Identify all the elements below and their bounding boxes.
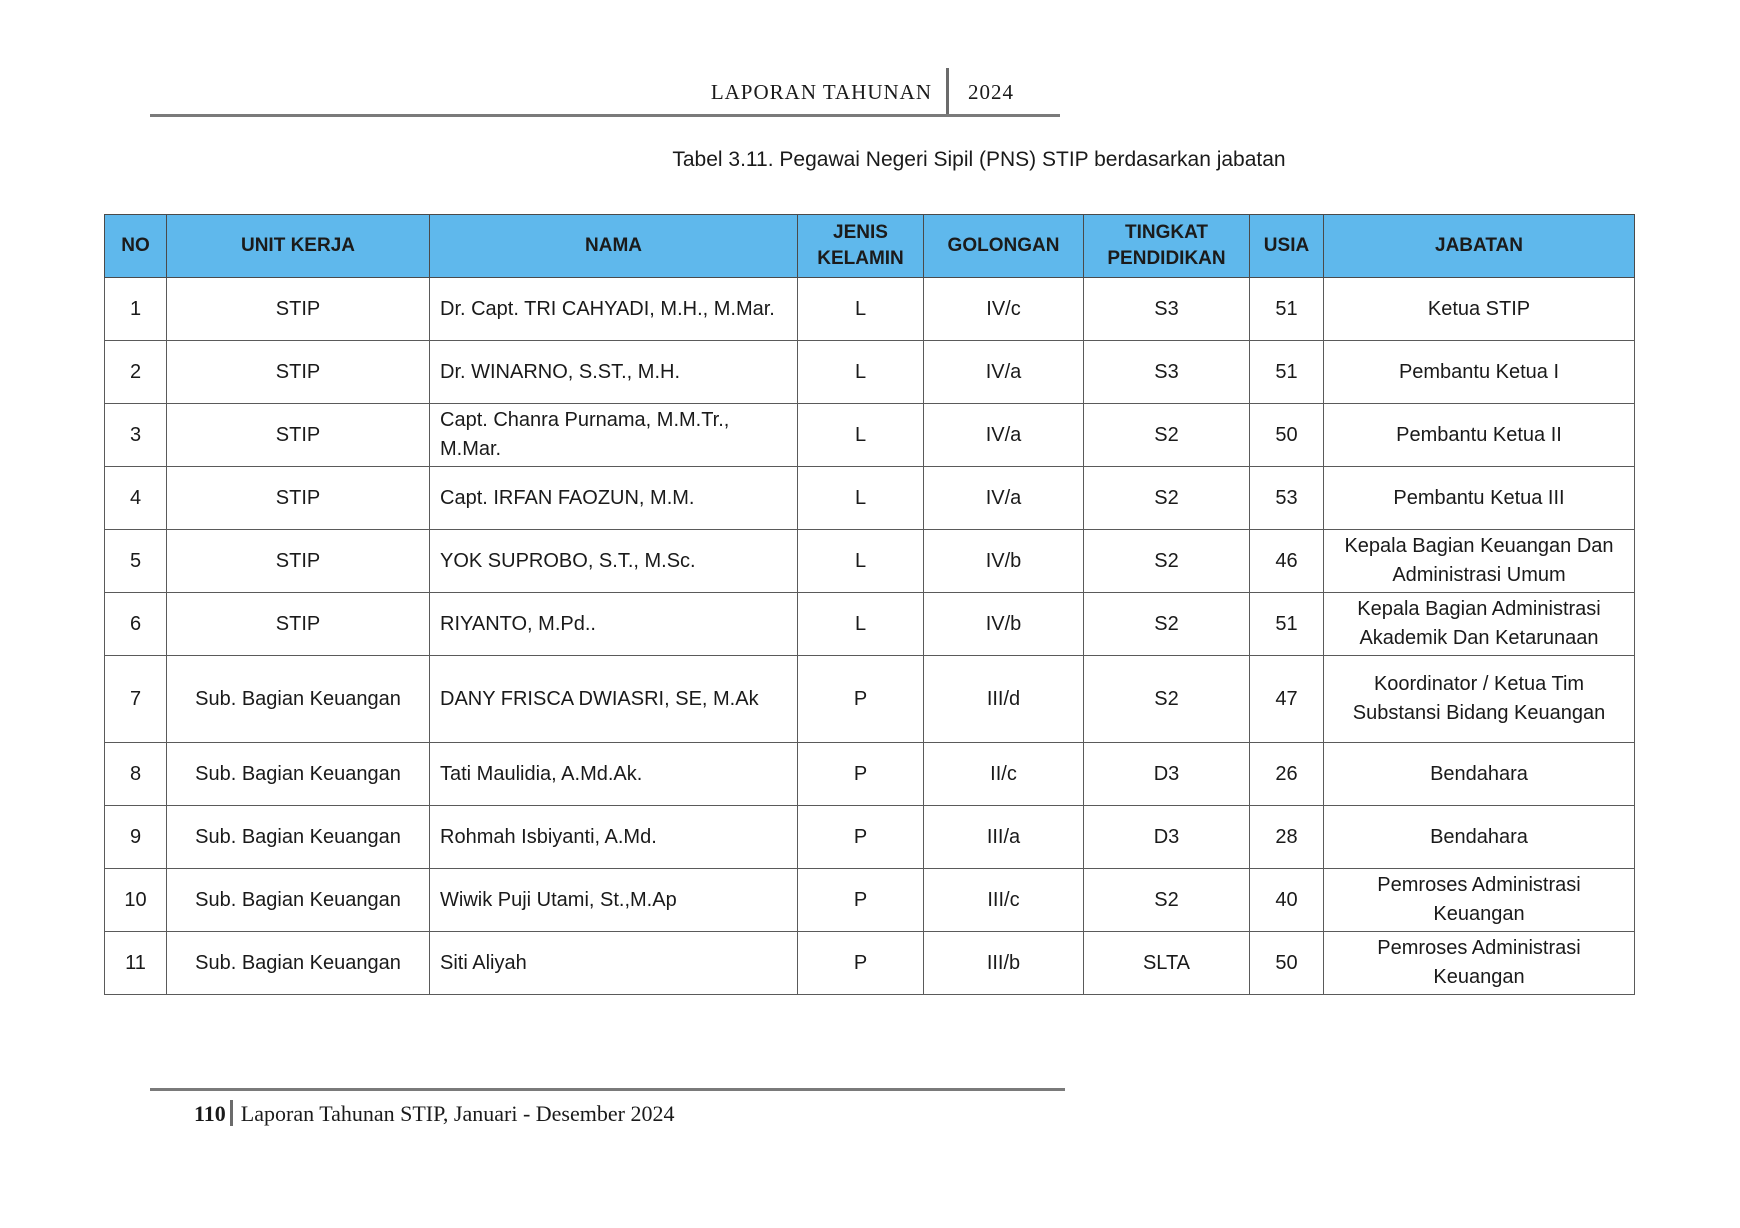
cell-no: 9 [105,806,167,869]
cell-nama: Capt. IRFAN FAOZUN, M.M. [430,467,798,530]
col-header-jenis-kelamin: JENIS KELAMIN [798,215,924,278]
table-row [105,806,1635,869]
table-row [105,593,1635,656]
cell-unit-kerja: Sub. Bagian Keuangan [167,743,430,806]
cell-pendidikan: S3 [1084,278,1250,341]
table-row [105,869,1635,932]
cell-pendidikan: S3 [1084,341,1250,404]
cell-jenis-kelamin: L [798,341,924,404]
cell-jenis-kelamin: P [798,743,924,806]
cell-unit-kerja: STIP [167,278,430,341]
cell-nama: RIYANTO, M.Pd.. [430,593,798,656]
cell-usia: 50 [1250,404,1324,467]
cell-usia: 47 [1250,656,1324,743]
cell-usia: 51 [1250,278,1324,341]
cell-no: 7 [105,656,167,743]
cell-pendidikan: S2 [1084,593,1250,656]
table-row [105,404,1635,467]
cell-nama: YOK SUPROBO, S.T., M.Sc. [430,530,798,593]
table-header-row [105,215,1635,278]
cell-no: 8 [105,743,167,806]
cell-golongan: III/a [924,806,1084,869]
cell-jabatan: Pembantu Ketua I [1324,341,1635,404]
cell-usia: 28 [1250,806,1324,869]
cell-nama: Rohmah Isbiyanti, A.Md. [430,806,798,869]
cell-jenis-kelamin: L [798,467,924,530]
col-header-tingkat-pendidikan: TINGKAT PENDIDIKAN [1084,215,1250,278]
cell-usia: 40 [1250,869,1324,932]
cell-nama: Dr. WINARNO, S.ST., M.H. [430,341,798,404]
cell-no: 4 [105,467,167,530]
cell-jenis-kelamin: L [798,530,924,593]
cell-golongan: IV/b [924,593,1084,656]
cell-unit-kerja: STIP [167,467,430,530]
table-row [105,656,1635,743]
table-row [105,467,1635,530]
cell-unit-kerja: STIP [167,530,430,593]
footer-separator [230,1100,233,1126]
col-header-unit-kerja: UNIT KERJA [167,215,430,278]
cell-nama: DANY FRISCA DWIASRI, SE, M.Ak [430,656,798,743]
cell-nama: Tati Maulidia, A.Md.Ak. [430,743,798,806]
header-year: 2024 [968,80,1014,104]
cell-no: 11 [105,932,167,995]
cell-golongan: III/c [924,869,1084,932]
cell-pendidikan: SLTA [1084,932,1250,995]
header-separator [946,68,949,116]
col-header-usia: USIA [1250,215,1324,278]
cell-pendidikan: S2 [1084,467,1250,530]
table-caption: Tabel 3.11. Pegawai Negeri Sipil (PNS) STIP berdasarkan jabatan [672,148,1286,171]
cell-jenis-kelamin: L [798,593,924,656]
cell-golongan: II/c [924,743,1084,806]
page-footer [150,1088,1065,1128]
col-header-jabatan: JABATAN [1324,215,1635,278]
cell-pendidikan: S2 [1084,530,1250,593]
cell-nama: Dr. Capt. TRI CAHYADI, M.H., M.Mar. [430,278,798,341]
cell-jenis-kelamin: L [798,404,924,467]
header-title: LAPORAN TAHUNAN [710,80,932,104]
cell-jabatan: Pembantu Ketua III [1324,467,1635,530]
cell-jenis-kelamin: P [798,806,924,869]
cell-golongan: IV/c [924,278,1084,341]
cell-jabatan: Pemroses Administrasi Keuangan [1324,869,1635,932]
cell-usia: 53 [1250,467,1324,530]
cell-jabatan: Pemroses Administrasi Keuangan [1324,932,1635,995]
cell-unit-kerja: Sub. Bagian Keuangan [167,806,430,869]
cell-unit-kerja: STIP [167,404,430,467]
cell-golongan: IV/b [924,530,1084,593]
table-row [105,743,1635,806]
cell-jabatan: Bendahara [1324,743,1635,806]
cell-pendidikan: D3 [1084,743,1250,806]
cell-no: 5 [105,530,167,593]
cell-golongan: IV/a [924,467,1084,530]
cell-usia: 46 [1250,530,1324,593]
cell-unit-kerja: Sub. Bagian Keuangan [167,656,430,743]
cell-no: 2 [105,341,167,404]
page-header [150,68,1060,118]
cell-no: 3 [105,404,167,467]
col-header-no: NO [105,215,167,278]
cell-no: 1 [105,278,167,341]
footer-page-number: 110 [194,1101,226,1126]
cell-no: 10 [105,869,167,932]
cell-pendidikan: D3 [1084,806,1250,869]
cell-unit-kerja: Sub. Bagian Keuangan [167,869,430,932]
cell-golongan: IV/a [924,404,1084,467]
pns-table [104,214,1635,995]
cell-jenis-kelamin: P [798,932,924,995]
col-header-golongan: GOLONGAN [924,215,1084,278]
cell-no: 6 [105,593,167,656]
cell-jenis-kelamin: P [798,656,924,743]
header-rule [150,114,1060,117]
table-row [105,530,1635,593]
cell-nama: Wiwik Puji Utami, St.,M.Ap [430,869,798,932]
footer-label: Laporan Tahunan STIP, Januari - Desember 2024 [240,1101,675,1126]
footer-text [194,1100,674,1127]
cell-pendidikan: S2 [1084,404,1250,467]
cell-usia: 51 [1250,593,1324,656]
cell-jabatan: Bendahara [1324,806,1635,869]
cell-unit-kerja: Sub. Bagian Keuangan [167,932,430,995]
cell-unit-kerja: STIP [167,593,430,656]
cell-nama: Siti Aliyah [430,932,798,995]
cell-usia: 50 [1250,932,1324,995]
cell-usia: 51 [1250,341,1324,404]
cell-pendidikan: S2 [1084,656,1250,743]
cell-usia: 26 [1250,743,1324,806]
cell-jenis-kelamin: L [798,278,924,341]
cell-jenis-kelamin: P [798,869,924,932]
cell-golongan: III/b [924,932,1084,995]
footer-rule [150,1088,1065,1091]
cell-jabatan: Ketua STIP [1324,278,1635,341]
cell-unit-kerja: STIP [167,341,430,404]
table-row [105,278,1635,341]
cell-jabatan: Pembantu Ketua II [1324,404,1635,467]
cell-golongan: IV/a [924,341,1084,404]
table-row [105,932,1635,995]
cell-jabatan: Kepala Bagian Administrasi Akademik Dan Ketarunaan [1324,593,1635,656]
table-row [105,341,1635,404]
col-header-nama: NAMA [430,215,798,278]
cell-pendidikan: S2 [1084,869,1250,932]
cell-jabatan: Kepala Bagian Keuangan Dan Administrasi Umum [1324,530,1635,593]
cell-golongan: III/d [924,656,1084,743]
cell-jabatan: Koordinator / Ketua Tim Substansi Bidang Keuangan [1324,656,1635,743]
cell-nama: Capt. Chanra Purnama, M.M.Tr., M.Mar. [430,404,798,467]
